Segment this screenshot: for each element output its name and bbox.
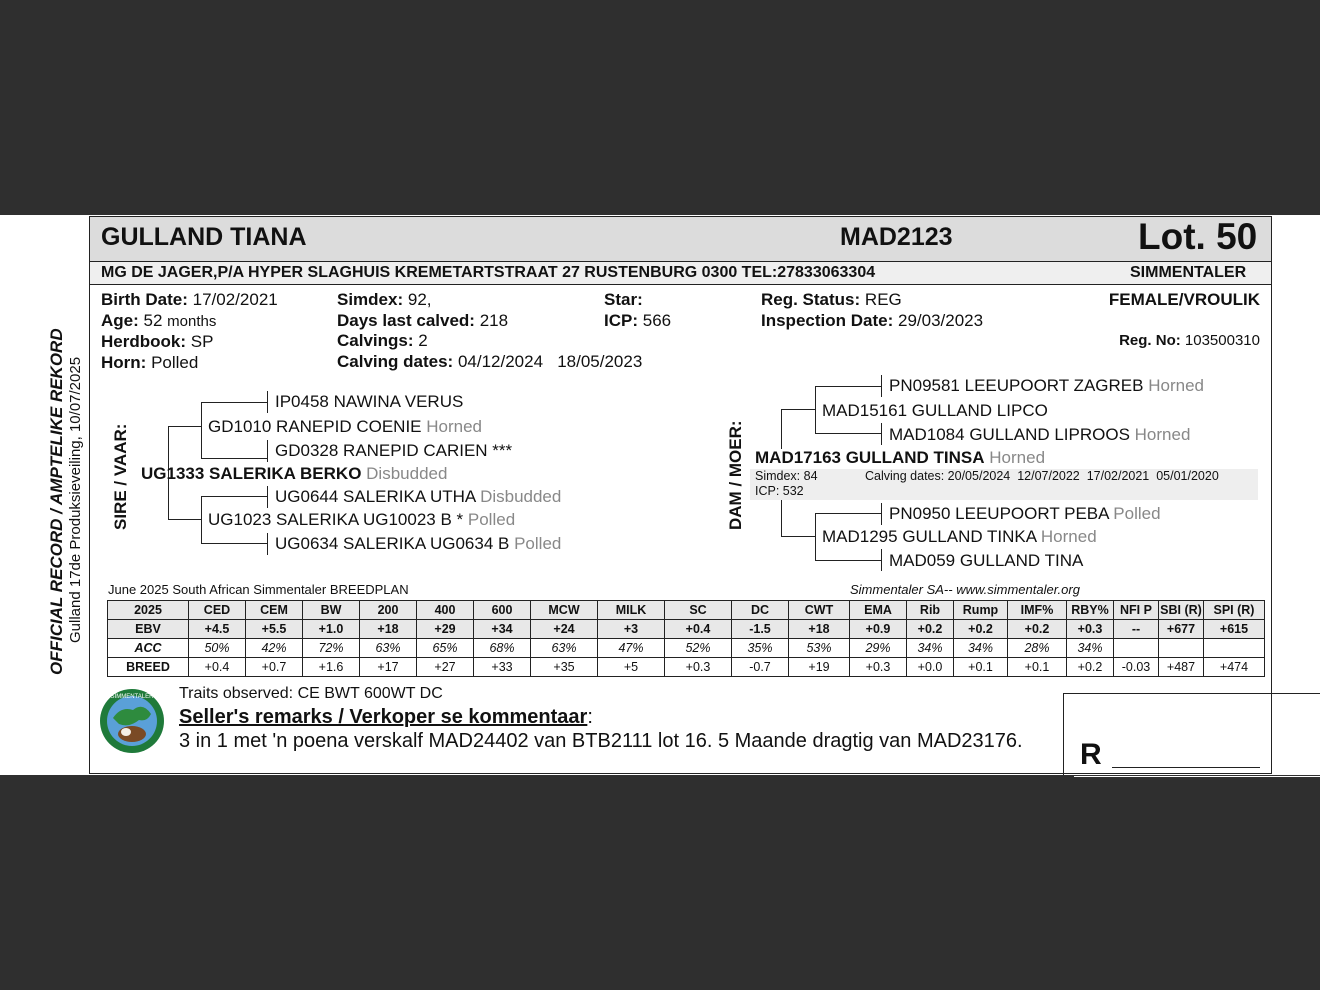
sale-label: Gulland 17de Produksieveiling, 10/07/2025 (67, 356, 84, 643)
traits-observed: Traits observed: CE BWT 600WT DC (179, 685, 443, 702)
dam-sire-sire: PN09581 LEEUPOORT ZAGREB Horned (889, 376, 1204, 395)
ebv-cell (1159, 639, 1204, 658)
ebv-cell: 400 (417, 601, 474, 620)
ebv-cell: +0.3 (1067, 620, 1114, 639)
ebv-cell: IMF% (1008, 601, 1067, 620)
ebv-cell: 600 (474, 601, 531, 620)
details-col-4: Reg. Status: REG Inspection Date: 29/03/2023 (761, 290, 984, 330)
ebv-cell: +0.1 (954, 658, 1008, 677)
ebv-cell: +18 (360, 620, 417, 639)
dam-dam: MAD1295 GULLAND TINKA Horned (822, 527, 1097, 546)
ebv-cell: +0.1 (1008, 658, 1067, 677)
herdbook: SP (190, 332, 214, 351)
ebv-cell: RBY% (1067, 601, 1114, 620)
ebv-cell: +29 (417, 620, 474, 639)
ebv-cell: +33 (474, 658, 531, 677)
dam-dam-dam: MAD059 GULLAND TINA (889, 551, 1084, 570)
ebv-cell: +24 (531, 620, 598, 639)
sire-dam-dam: UG0634 SALERIKA UG0634 B Polled (275, 534, 562, 553)
animal-name: GULLAND TIANA (101, 223, 307, 251)
ebv-cell: +0.2 (907, 620, 954, 639)
price-label: R (1080, 738, 1102, 771)
remarks-title: Seller's remarks / Verkoper se kommentaar: (179, 706, 593, 728)
ebv-cell (1204, 639, 1265, 658)
ebv-cell: 29% (850, 639, 907, 658)
ebv-cell: Rump (954, 601, 1008, 620)
ebv-cell: BREED (108, 658, 189, 677)
dam-label: DAM / MOER: (726, 420, 745, 530)
days-calved: 218 (479, 310, 509, 330)
ebv-cell: 72% (303, 639, 360, 658)
ebv-cell: NFI P (1114, 601, 1159, 620)
ebv-row (108, 620, 1265, 639)
ebv-cell: -1.5 (732, 620, 789, 639)
ebv-header-row (108, 601, 1265, 620)
ebv-cell: 65% (417, 639, 474, 658)
ebv-cell: CEM (246, 601, 303, 620)
dam-calving-dates: Calving dates: 20/05/2024 12/07/2022 17/02/2021 05/01/2020 (865, 469, 1219, 483)
ebv-cell: Rib (907, 601, 954, 620)
ebv-cell: 53% (789, 639, 850, 658)
ebv-cell: 52% (665, 639, 732, 658)
official-record-label: OFFICIAL RECORD / AMPTELIKE REKORD (47, 328, 66, 675)
ebv-cell: +1.0 (303, 620, 360, 639)
sire-dam: UG1023 SALERIKA UG10023 B * Polled (208, 510, 516, 529)
sire-sire-sire: IP0458 NAWINA VERUS (275, 392, 464, 411)
horn: Polled (151, 352, 199, 372)
ebv-cell: 63% (531, 639, 598, 658)
calvings: 2 (418, 331, 428, 350)
ebv-cell: -- (1114, 620, 1159, 639)
ebv-cell: +3 (598, 620, 665, 639)
dam-sire: MAD15161 GULLAND LIPCO (822, 401, 1048, 420)
ebv-cell: 34% (907, 639, 954, 658)
age: 52 (143, 310, 163, 330)
remarks-text: 3 in 1 met 'n poena verskalf MAD24402 van BTB2111 lot 16. 5 Maande dragtig van MAD23176. (179, 730, 1023, 752)
calving-dates: 04/12/2024 18/05/2023 (457, 351, 643, 371)
sire-dam-sire: UG0644 SALERIKA UTHA Disbudded (275, 487, 562, 506)
ebv-cell: +19 (789, 658, 850, 677)
ebv-cell: CED (189, 601, 246, 620)
details-col-2: Simdex: 92, Days last calved: 218 Calvings: 2 Calving dates: 04/12/2024 18/05/2023 (337, 290, 643, 371)
svg-text:SIMMENTALER: SIMMENTALER (110, 694, 154, 700)
ebv-cell: SC (665, 601, 732, 620)
breed-avg-row (108, 658, 1265, 677)
ebv-cell: MILK (598, 601, 665, 620)
ebv-cell: +615 (1204, 620, 1265, 639)
breedplan-site: Simmentaler SA-- www.simmentaler.org (850, 582, 1080, 597)
ebv-cell: DC (732, 601, 789, 620)
sire-name: UG1333 SALERIKA BERKO Disbudded (141, 464, 448, 483)
ebv-cell: 42% (246, 639, 303, 658)
icp: 566 (642, 310, 672, 330)
sex: FEMALE/VROULIK (1108, 290, 1260, 309)
ebv-cell: +0.4 (665, 620, 732, 639)
ebv-cell: 34% (954, 639, 1008, 658)
details-col-1: Birth Date: 17/02/2021 Age: 52 months Herdbook: SP Horn: Polled (101, 290, 278, 372)
ebv-cell: -0.7 (732, 658, 789, 677)
ebv-cell: -0.03 (1114, 658, 1159, 677)
ebv-cell: +0.0 (907, 658, 954, 677)
ebv-cell (1114, 639, 1159, 658)
ebv-cell: 2025 (108, 601, 189, 620)
ebv-cell: EBV (108, 620, 189, 639)
ebv-cell: 68% (474, 639, 531, 658)
ebv-cell: CWT (789, 601, 850, 620)
ebv-cell: 50% (189, 639, 246, 658)
ebv-cell: 47% (598, 639, 665, 658)
ebv-cell: +34 (474, 620, 531, 639)
ebv-table (107, 600, 1265, 677)
ebv-cell: +0.2 (1008, 620, 1067, 639)
ebv-cell: +18 (789, 620, 850, 639)
ebv-cell: +17 (360, 658, 417, 677)
ebv-cell: +35 (531, 658, 598, 677)
ebv-cell: SPI (R) (1204, 601, 1265, 620)
dam-sire-dam: MAD1084 GULLAND LIPROOS Horned (889, 425, 1191, 444)
ebv-cell: EMA (850, 601, 907, 620)
ebv-cell: +27 (417, 658, 474, 677)
ebv-cell: BW (303, 601, 360, 620)
animal-id: MAD2123 (840, 223, 953, 251)
owner-info: MG DE JAGER,P/A HYPER SLAGHUIS KREMETARTSTRAAT 27 RUSTENBURG 0300 TEL:27833063304 (101, 264, 876, 281)
ebv-cell: 34% (1067, 639, 1114, 658)
sire-sire-dam: GD0328 RANEPID CARIEN *** (275, 441, 513, 460)
ebv-cell: +474 (1204, 658, 1265, 677)
ebv-cell: +487 (1159, 658, 1204, 677)
ebv-cell: +1.6 (303, 658, 360, 677)
ebv-cell: +0.4 (189, 658, 246, 677)
lot-number: Lot. 50 (1138, 216, 1258, 257)
ebv-cell: +5.5 (246, 620, 303, 639)
ebv-cell: 28% (1008, 639, 1067, 658)
ebv-cell: +0.3 (665, 658, 732, 677)
birth-date: 17/02/2021 (192, 290, 278, 309)
details-col-3: Star: ICP: 566 (604, 290, 672, 330)
dam-dam-sire: PN0950 LEEUPOORT PEBA Polled (889, 504, 1161, 523)
ebv-cell: MCW (531, 601, 598, 620)
dam-info: Simdex: 84 ICP: 532 (755, 469, 818, 498)
breedplan-title: June 2025 South African Simmentaler BREEDPLAN (108, 582, 409, 597)
ebv-cell: +677 (1159, 620, 1204, 639)
reg-status: REG (864, 290, 902, 309)
reg-number: Reg. No: 103500310 (1119, 332, 1260, 349)
ebv-cell: +0.3 (850, 658, 907, 677)
ebv-cell: +0.9 (850, 620, 907, 639)
dam-name: MAD17163 GULLAND TINSA Horned (755, 448, 1046, 467)
ebv-cell: 200 (360, 601, 417, 620)
ebv-cell: +0.2 (954, 620, 1008, 639)
ebv-cell: +0.2 (1067, 658, 1114, 677)
simmentaler-logo (99, 688, 165, 754)
ebv-cell: ACC (108, 639, 189, 658)
ebv-cell: +5 (598, 658, 665, 677)
ebv-cell: 35% (732, 639, 789, 658)
breed: SIMMENTALER (1130, 264, 1247, 281)
ebv-cell: +0.7 (246, 658, 303, 677)
price-line[interactable] (1112, 767, 1260, 768)
acc-row (108, 639, 1265, 658)
sire-sire: GD1010 RANEPID COENIE Horned (208, 417, 483, 436)
sire-label: SIRE / VAAR: (111, 423, 130, 530)
simdex: 92, (407, 290, 432, 309)
inspection-date: 29/03/2023 (897, 310, 984, 330)
ebv-cell: +4.5 (189, 620, 246, 639)
ebv-cell: SBI (R) (1159, 601, 1204, 620)
ebv-cell: 63% (360, 639, 417, 658)
